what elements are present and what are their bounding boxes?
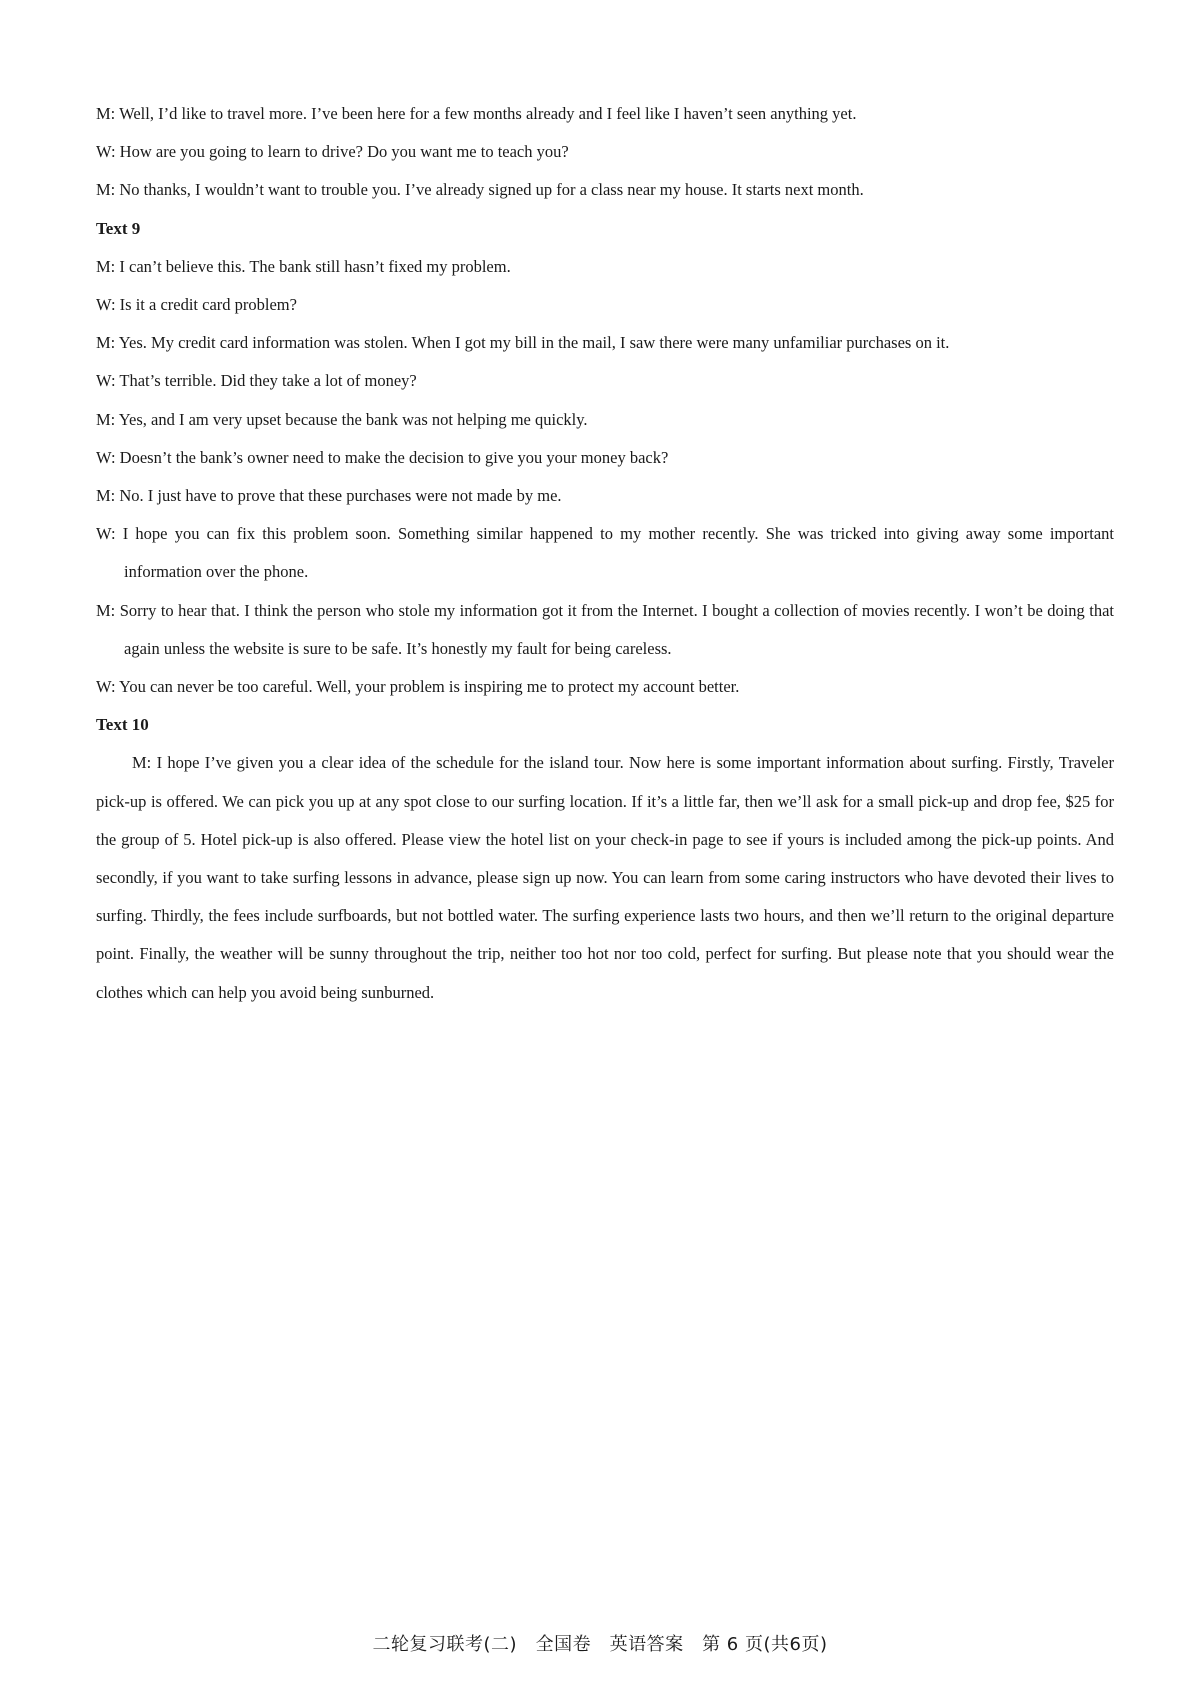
dialog-line: M: I can’t believe this. The bank still hasn’t fixed my problem. — [96, 256, 511, 276]
dialog-line: W: How are you going to learn to drive? Do you want me to teach you? — [96, 142, 569, 162]
dialog-line: M: Well, I’d like to travel more. I’ve been here for a few months already and I feel like I haven’t seen anything yet. — [96, 104, 857, 123]
dialog-line: W: Is it a credit card problem? — [96, 295, 297, 315]
dialog-line: W: Doesn’t the bank’s owner need to make the decision to give you your money back? — [96, 447, 669, 467]
dialog-line: M: No thanks, I wouldn’t want to trouble you. I’ve already signed up for a class near my house. It starts next month. — [96, 180, 864, 200]
dialog-line: M: Sorry to hear that. I think the person who stole my information got it from the Internet. I bought a collection of movies recently. I won’t be doing that again unless the website is sure to be safe. It’s honestly my fault for being careless. — [96, 600, 1114, 658]
document-body — [96, 95, 1114, 1012]
dialog-line: W: You can never be too careful. Well, your problem is inspiring me to protect my account better. — [96, 677, 740, 697]
monologue-paragraph: M: I hope I’ve given you a clear idea of the schedule for the island tour. Now here is some important information about surfing. Firstly, Traveler pick-up is offered. We can pick you up at any spot close to our surfing location. If it’s a little far, then we’ll ask for a small pick-up and drop fee, $25 for the group of 5. Hotel pick-up is also offered. Please view the hotel list on your check-in page to see if yours is included among the pick-up points. And secondly, if you want to take surfing lessons in advance, please sign up now. You can learn from some caring instructors who have devoted their lives to surfing. Thirdly, the fees include surfboards, but not bottled water. The surfing experience lasts two hours, and then we’ll return to the original departure point. Finally, the weather will be sunny throughout the trip, neither too hot nor too cold, perfect for surfing. But please note that you should wear the clothes which can help you avoid being sunburned. — [96, 753, 1114, 1002]
section-heading-text10: Text 10 — [96, 715, 149, 735]
section-heading-text9: Text 9 — [96, 218, 141, 238]
dialog-line: W: I hope you can fix this problem soon. Something similar happened to my mother recently. She was tricked into giving away some important information over the phone. — [96, 524, 1114, 582]
dialog-line: M: Yes. My credit card information was stolen. When I got my bill in the mail, I saw there were many unfamiliar purchases on it. — [96, 333, 950, 353]
dialog-line: M: No. I just have to prove that these purchases were not made by me. — [96, 486, 562, 506]
dialog-line: W: That’s terrible. Did they take a lot of money? — [96, 371, 417, 391]
page-footer: 二轮复习联考(二) 全国卷 英语答案 第 6 页(共6页) — [372, 1634, 828, 1655]
dialog-line: M: Yes, and I am very upset because the bank was not helping me quickly. — [96, 409, 588, 429]
